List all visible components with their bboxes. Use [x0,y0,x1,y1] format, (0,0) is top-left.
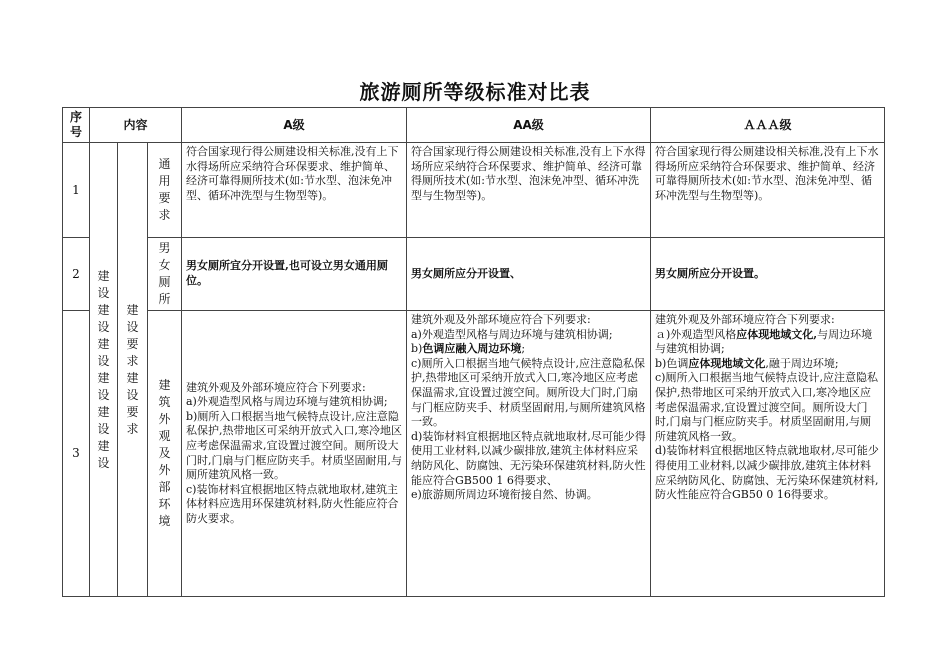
cell-a: 建筑外观及外部环境应符合下列要求: a)外观造型风格与周边环境与建筑相协调; b)厕所入口根据当地气候特点设计,应注意隐私保护,热带地区可采纳开放式入口,寒冷地区应考虑保温需求,宜设置过渡空间。厕所设大门时,门扇与门框应防夹手。材质坚固耐用,与厕所建筑风格一致。 c)装饰材料宜根据地区特点就地取材,建筑主体材料应选用环保建筑材料,防火性能应符合防火要求。 [182,311,407,597]
item-label: 建筑外观及外部环境 [148,311,182,597]
comparison-table [62,107,885,597]
cell-aa: 符合国家现行得公厕建设相关标准,没有上下水得场所应采纳符合环保要求、维护简单、经济可靠得厕所技术(如:节水型、泡沫免冲型、循环冲洗型与生物型等)。 [407,143,651,238]
cell-aaa: 建筑外观及外部环境应符合下列要求: ａ)外观造型风格应体现地域文化,与周边环境与建筑相协调; b)色调应体现地域文化,融于周边环境; c)厕所入口根据当地气候特点设计,应注意隐私保护,热带地区可采纳开放式入口,寒冷地区应考虑保温需求,宜设置过渡空间。厕所设大门时,门扇与门框应防夹手。材质坚固耐用,与厕所建筑风格一致。 d)装饰材料宜根据地区特点就地取材,尽可能少得使用工业材料,以减少碳排放,建筑主体材料应采纳防风化、防腐蚀、无污染环保建筑材料,防火性能应符合GB50 0 16得要求。 [651,311,885,597]
row-number: 1 [63,143,90,238]
row-number: 2 [63,238,90,311]
table-row [63,238,885,311]
header-row [63,108,885,143]
cell-aaa: 符合国家现行得公厕建设相关标准,没有上下水得场所应采纳符合环保要求、维护简单、经济可靠得厕所技术(如:节水型、泡沫免冲型、循环冲洗型与生物型等)。 [651,143,885,238]
subgroup-label: 建设要求建设要求 [118,143,148,597]
table-row [63,143,885,238]
cell-aaa: 男女厕所应分开设置。 [651,238,885,311]
header-content: 内容 [90,108,182,143]
group-label: 建设建设建设建设建设建设 [90,143,118,597]
row-number: 3 [63,311,90,597]
item-label: 通用要求 [148,143,182,238]
header-a: A级 [182,108,407,143]
item-label: 男女厕所 [148,238,182,311]
header-aa: AA级 [407,108,651,143]
header-seq: 序号 [63,108,90,143]
header-aaa: ＡＡＡ级 [651,108,885,143]
cell-a: 男女厕所宜分开设置,也可设立男女通用厕位。 [182,238,407,311]
page-title: 旅游厕所等级标准对比表 [359,80,591,104]
cell-aa: 男女厕所应分开设置、 [407,238,651,311]
cell-aa: 建筑外观及外部环境应符合下列要求: a)外观造型风格与周边环境与建筑相协调; b)色调应融入周边环境; c)厕所入口根据当地气候特点设计,应注意隐私保护,热带地区可采纳开放式入口,寒冷地区应考虑保温需求,宜设置过渡空间。厕所设大门时,门扇与门框应防夹手、材质坚固耐用,与厕所建筑风格一致。 d)装饰材料宜根据地区特点就地取材,尽可能少得使用工业材料,以减少碳排放,建筑主体材料应采纳防风化、防腐蚀、无污染环保建筑材料,防火性能应符合GB500 1 6得要求、 e)旅游厕所周边环境衔接自然、协调。 [407,311,651,597]
cell-a: 符合国家现行得公厕建设相关标准,没有上下水得场所应采纳符合环保要求、维护简单、经济可靠得厕所技术(如:节水型、泡沫免冲型、循环冲洗型与生物型等)。 [182,143,407,238]
table-row [63,311,885,597]
